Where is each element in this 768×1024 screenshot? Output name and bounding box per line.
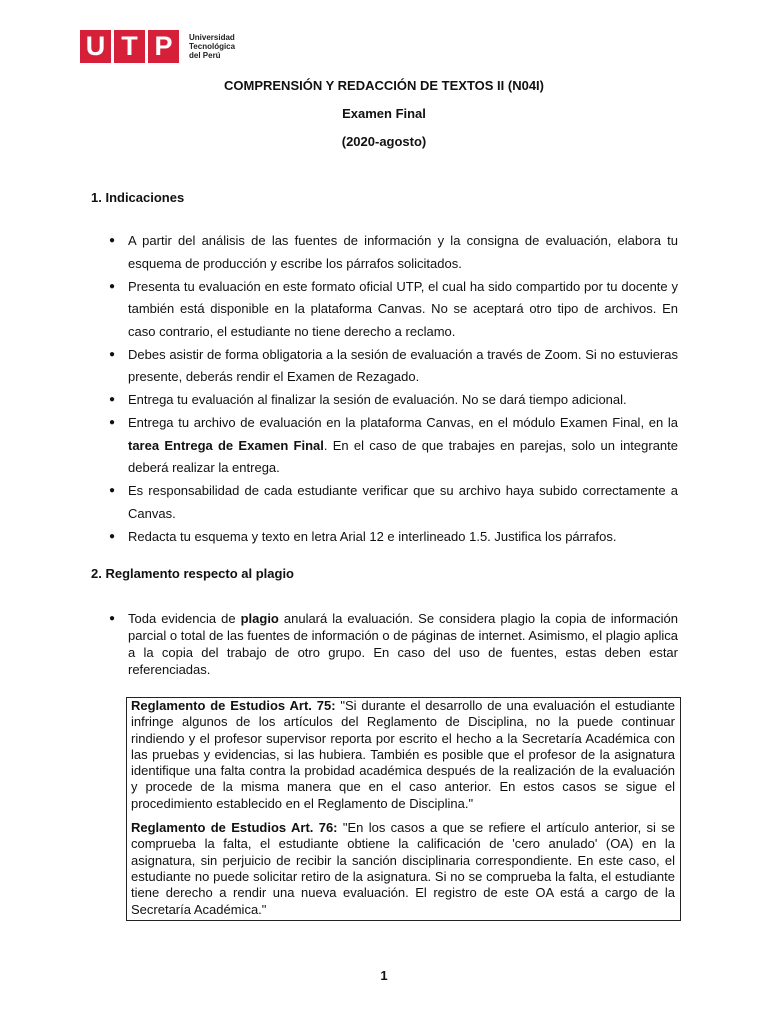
section-heading-plagio: 2. Reglamento respecto al plagio xyxy=(91,566,294,581)
regulation-box xyxy=(126,697,681,921)
bullet-icon: ● xyxy=(109,485,116,496)
list-item: ● Debes asistir de forma obligatoria a la sesión de evaluación a través de Zoom. Si no estuvieras presente, deberás rendir el Examen de Rezagado. xyxy=(108,344,678,389)
exam-period: (2020-agosto) xyxy=(341,134,427,149)
logo-letter-p: P xyxy=(148,30,179,63)
bullet-icon: ● xyxy=(109,613,116,624)
exam-title: Examen Final xyxy=(342,106,426,121)
list-item: ● Entrega tu archivo de evaluación en la plataforma Canvas, en el módulo Examen Final, en la tarea Entrega de Examen Final. En el caso de que trabajes en parejas, solo un integrante deberá realizar la entrega. xyxy=(108,412,678,480)
bullet-icon: ● xyxy=(109,394,116,405)
bullet-icon: ● xyxy=(109,417,116,428)
list-item: ● Es responsabilidad de cada estudiante verificar que su archivo haya subido correctamente a Canvas. xyxy=(108,480,678,525)
list-item: ● Toda evidencia de plagio anulará la evaluación. Se considera plagio la copia de información parcial o total de las fuentes de información o de páginas de internet. Asimismo, el plagio aplica a la copia del trabajo de otro grupo. En caso del uso de fuentes, estas deben estar referenciadas. xyxy=(109,611,678,677)
logo-letter-t: T xyxy=(114,30,145,63)
article-76: Reglamento de Estudios Art. 76: "En los casos a que se refiere el artículo anterior, si se comprueba la falta, el estudiante obtiene la calificación de 'cero anulado' (OA) en la asignatura, sin perjuicio de recibir la sanción disciplinaria correspondiente. En este caso, el estudiante no puede solicitar retiro de la asignatura. Si no se comprueba la falta, el estudiante tiene derecho a rendir una nueva evaluación. El registro de este OA está a cargo de la Secretaría Académica." xyxy=(131,820,675,917)
utp-logo xyxy=(80,30,235,63)
article-75: Reglamento de Estudios Art. 75: "Si durante el desarrollo de una evaluación el estudiante infringe algunos de los artículos del Reglamento de Disciplina, no la puede continuar rindiendo y el profesor supervisor reporta por escrito el hecho a la Secretaría Académica con las pruebas y evidencias, si las hubiera. También es posible que el profesor de la asignatura identifique una falta contra la probidad académica después de la realización de la evaluación y procede de la misma manera que en el caso anterior. En estos casos se sigue el procedimiento establecido en el Reglamento de Disciplina." xyxy=(131,698,676,811)
section-heading-indicaciones: 1. Indicaciones xyxy=(91,190,185,205)
logo-letter-u: U xyxy=(80,30,111,63)
list-item: ● A partir del análisis de las fuentes de información y la consigna de evaluación, elabora tu esquema de producción y escribe los párrafos solicitados. xyxy=(108,230,678,275)
plagio-list xyxy=(108,610,678,679)
list-item: ● Redacta tu esquema y texto en letra Arial 12 e interlineado 1.5. Justifica los párrafos. xyxy=(108,526,678,549)
bullet-icon: ● xyxy=(109,235,116,246)
course-title: COMPRENSIÓN Y REDACCIÓN DE TEXTOS II (N04I) xyxy=(224,78,544,93)
list-item: ● Presenta tu evaluación en este formato oficial UTP, el cual ha sido compartido por tu docente y también está disponible en la plataforma Canvas. No se aceptará otro tipo de archivos. En caso contrario, el estudiante no tiene derecho a reclamo. xyxy=(108,276,678,344)
logo-university-name: Universidad Tecnológica del Perú xyxy=(189,33,236,60)
bullet-icon: ● xyxy=(109,348,116,360)
page-number: 1 xyxy=(380,968,388,983)
list-item: ● Entrega tu evaluación al finalizar la sesión de evaluación. No se dará tiempo adicional. xyxy=(108,389,678,412)
instructions-list xyxy=(108,230,678,549)
bullet-icon: ● xyxy=(109,280,116,292)
bullet-icon: ● xyxy=(109,530,116,542)
